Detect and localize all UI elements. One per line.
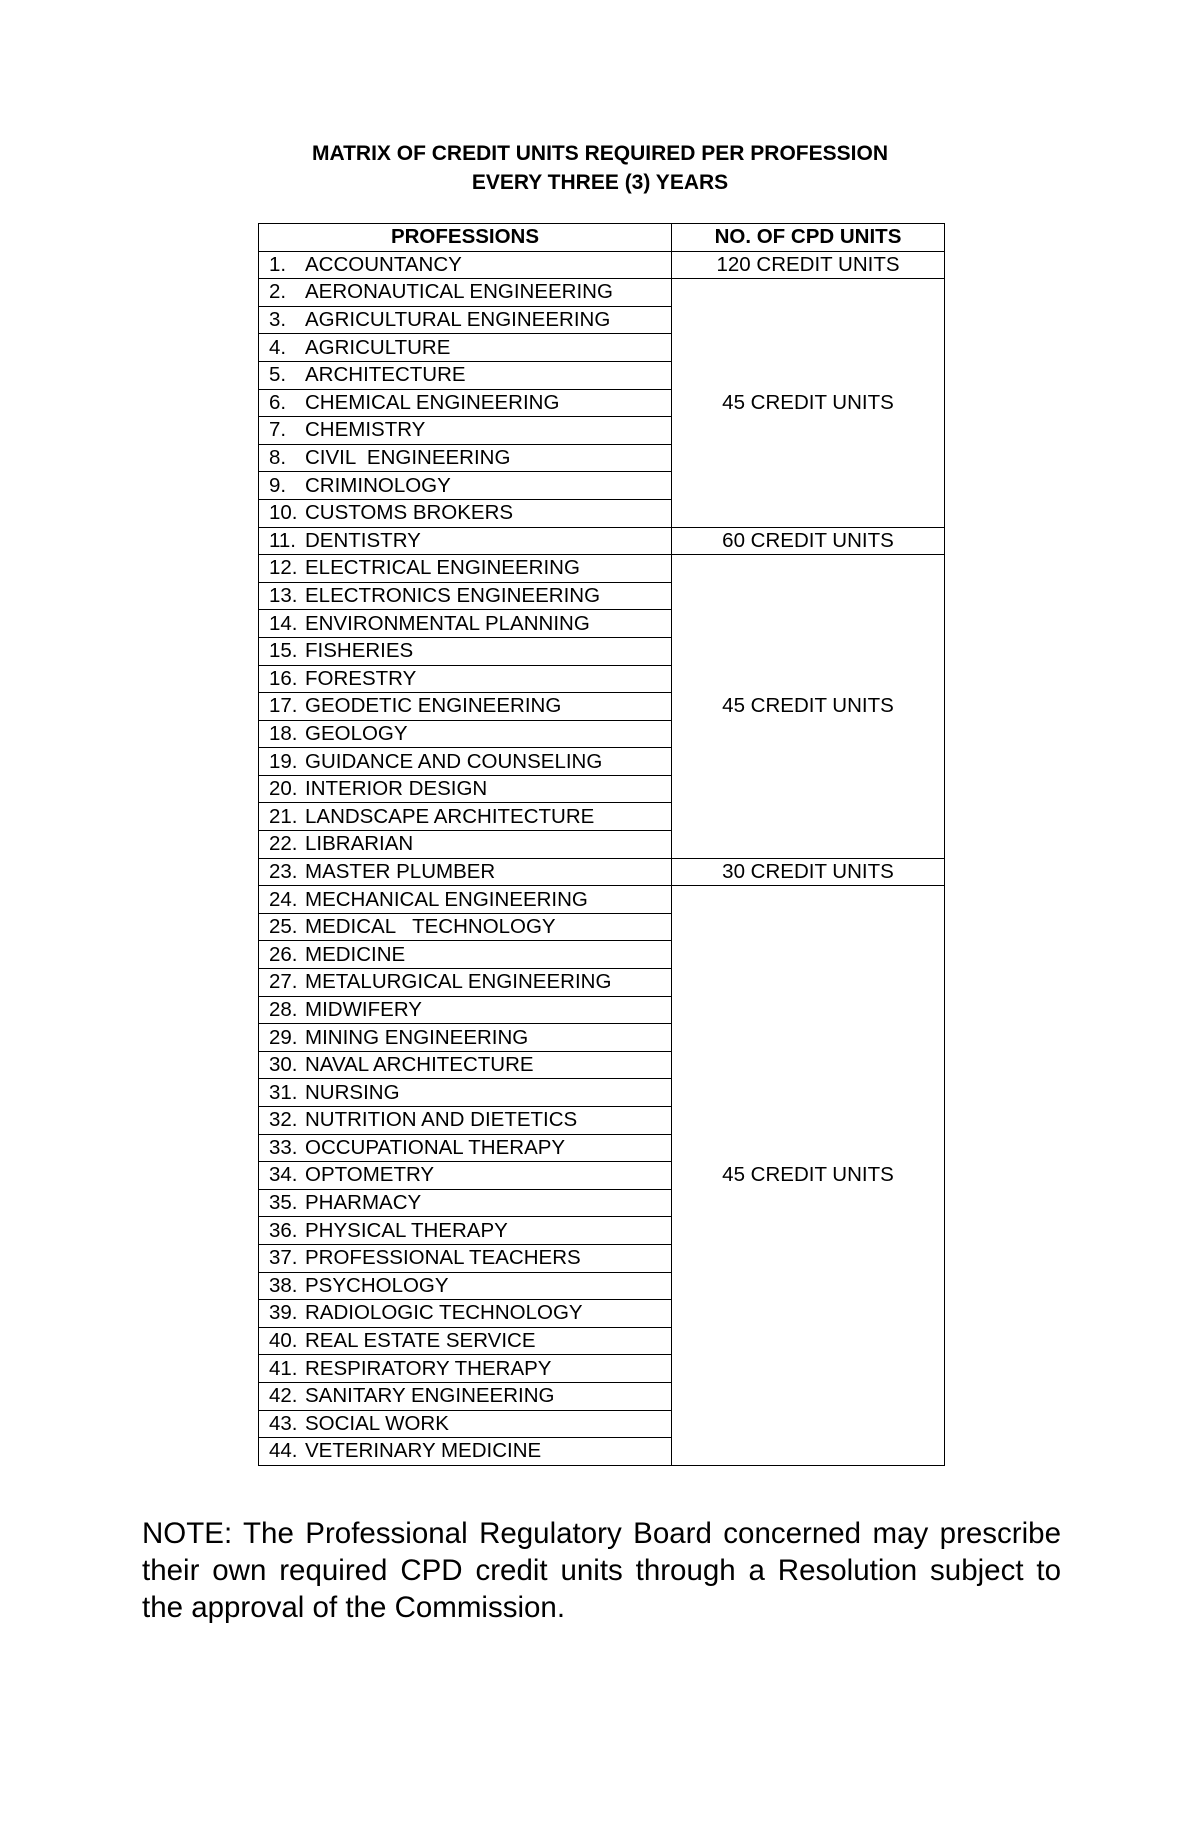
profession-name: LANDSCAPE ARCHITECTURE — [305, 804, 595, 828]
profession-cell — [259, 499, 672, 527]
row-number: 29. — [269, 1025, 298, 1049]
profession-name: MIDWIFERY — [305, 997, 422, 1021]
row-number: 18. — [269, 721, 298, 745]
profession-name: DENTISTRY — [305, 528, 421, 552]
row-number: 14. — [269, 611, 298, 635]
profession-cell — [259, 665, 672, 693]
profession-name: PROFESSIONAL TEACHERS — [305, 1246, 581, 1270]
row-number: 32. — [269, 1108, 298, 1132]
profession-name: GUIDANCE AND COUNSELING — [305, 749, 603, 773]
profession-name: NURSING — [305, 1080, 400, 1104]
profession-cell — [259, 306, 672, 334]
profession-cell — [259, 417, 672, 445]
profession-name: MASTER PLUMBER — [305, 859, 496, 883]
profession-name: OCCUPATIONAL THERAPY — [305, 1135, 566, 1159]
profession-cell — [259, 279, 672, 307]
profession-cell — [259, 748, 672, 776]
row-number: 10. — [269, 501, 298, 525]
note-text: NOTE: The Professional Regulatory Board concerned may prescribe their own required CPD credit units through a Resolution subject to the approval of the Commission. — [142, 1517, 1061, 1624]
document-subtitle: EVERY THREE (3) YEARS — [471, 171, 729, 194]
profession-name: AGRICULTURAL ENGINEERING — [305, 308, 611, 332]
table-row — [259, 858, 945, 886]
row-number: 39. — [269, 1301, 298, 1325]
profession-cell — [259, 1272, 672, 1300]
profession-cell — [259, 969, 672, 997]
profession-cell — [259, 1217, 672, 1245]
row-number: 22. — [269, 832, 298, 856]
row-number: 27. — [269, 970, 298, 994]
row-number: 34. — [269, 1163, 298, 1187]
profession-cell — [259, 1024, 672, 1052]
profession-cell — [259, 527, 672, 555]
row-number: 31. — [269, 1080, 298, 1104]
profession-cell — [259, 1355, 672, 1383]
profession-name: VETERINARY MEDICINE — [305, 1439, 542, 1463]
profession-name: MEDICINE — [305, 942, 406, 966]
row-number: 7. — [269, 418, 287, 442]
row-number: 44. — [269, 1439, 298, 1463]
table-row — [259, 555, 945, 583]
profession-cell — [259, 1079, 672, 1107]
profession-name: FORESTRY — [305, 666, 417, 690]
profession-cell — [259, 251, 672, 279]
profession-cell — [259, 775, 672, 803]
profession-name: OPTOMETRY — [305, 1163, 435, 1187]
profession-cell — [259, 720, 672, 748]
profession-cell — [259, 1410, 672, 1438]
profession-cell — [259, 1438, 672, 1466]
cpd-units-cell: 45 CREDIT UNITS — [672, 279, 945, 527]
row-number: 28. — [269, 997, 298, 1021]
profession-cell — [259, 610, 672, 638]
header-cpd-units: NO. OF CPD UNITS — [672, 224, 945, 252]
row-number: 16. — [269, 666, 298, 690]
profession-name: PHYSICAL THERAPY — [305, 1218, 508, 1242]
row-number: 13. — [269, 584, 298, 608]
profession-name: NUTRITION AND DIETETICS — [305, 1108, 578, 1132]
row-number: 42. — [269, 1384, 298, 1408]
table-row — [259, 886, 945, 914]
row-number: 17. — [269, 694, 298, 718]
profession-cell — [259, 1244, 672, 1272]
profession-name: MEDICAL TECHNOLOGY — [305, 915, 556, 939]
profession-cell — [259, 582, 672, 610]
profession-name: GEOLOGY — [305, 721, 408, 745]
profession-name: RESPIRATORY THERAPY — [305, 1356, 552, 1380]
profession-cell — [259, 941, 672, 969]
profession-cell — [259, 361, 672, 389]
profession-cell — [259, 886, 672, 914]
profession-cell — [259, 334, 672, 362]
profession-name: PSYCHOLOGY — [305, 1273, 449, 1297]
document-title: MATRIX OF CREDIT UNITS REQUIRED PER PROFESSION — [312, 142, 888, 165]
profession-name: LIBRARIAN — [305, 832, 414, 856]
row-number: 41. — [269, 1356, 298, 1380]
profession-name: ELECTRONICS ENGINEERING — [305, 584, 601, 608]
profession-cell — [259, 693, 672, 721]
profession-cell — [259, 389, 672, 417]
cpd-units-cell: 60 CREDIT UNITS — [672, 527, 945, 555]
profession-name: AGRICULTURE — [305, 335, 451, 359]
profession-name: NAVAL ARCHITECTURE — [305, 1053, 534, 1077]
cpd-units-cell: 45 CREDIT UNITS — [672, 886, 945, 1465]
cpd-units-cell: 45 CREDIT UNITS — [672, 555, 945, 859]
profession-name: RADIOLOGIC TECHNOLOGY — [305, 1301, 583, 1325]
profession-name: ACCOUNTANCY — [305, 252, 462, 276]
row-number: 15. — [269, 639, 298, 663]
profession-cell — [259, 831, 672, 859]
table-row — [259, 279, 945, 307]
profession-cell — [259, 1300, 672, 1328]
profession-name: FISHERIES — [305, 639, 414, 663]
profession-name: ELECTRICAL ENGINEERING — [305, 556, 580, 580]
profession-name: CHEMICAL ENGINEERING — [305, 390, 560, 414]
row-number: 20. — [269, 777, 298, 801]
row-number: 5. — [269, 363, 287, 387]
row-number: 12. — [269, 556, 298, 580]
table-header-row — [259, 224, 945, 252]
row-number: 24. — [269, 887, 298, 911]
table-row — [259, 527, 945, 555]
profession-cell — [259, 1051, 672, 1079]
profession-cell — [259, 444, 672, 472]
profession-name: SANITARY ENGINEERING — [305, 1384, 555, 1408]
profession-name: INTERIOR DESIGN — [305, 777, 488, 801]
profession-cell — [259, 472, 672, 500]
profession-cell — [259, 1107, 672, 1135]
profession-name: PHARMACY — [305, 1191, 422, 1215]
row-number: 8. — [269, 446, 287, 470]
row-number: 26. — [269, 942, 298, 966]
row-number: 33. — [269, 1135, 298, 1159]
row-number: 11. — [269, 528, 296, 552]
row-number: 1. — [269, 252, 287, 276]
row-number: 23. — [269, 859, 298, 883]
profession-cell — [259, 1162, 672, 1190]
profession-cell — [259, 1382, 672, 1410]
row-number: 19. — [269, 749, 298, 773]
profession-cell — [259, 1189, 672, 1217]
profession-cell — [259, 996, 672, 1024]
profession-cell — [259, 1134, 672, 1162]
row-number: 37. — [269, 1246, 298, 1270]
profession-cell — [259, 555, 672, 583]
profession-cell — [259, 913, 672, 941]
row-number: 40. — [269, 1329, 298, 1353]
row-number: 25. — [269, 915, 298, 939]
profession-name: SOCIAL WORK — [305, 1411, 449, 1435]
profession-name: METALURGICAL ENGINEERING — [305, 970, 612, 994]
profession-name: CHEMISTRY — [305, 418, 426, 442]
credit-units-table — [258, 223, 945, 1466]
profession-name: GEODETIC ENGINEERING — [305, 694, 562, 718]
row-number: 4. — [269, 335, 287, 359]
profession-name: CIVIL ENGINEERING — [305, 446, 511, 470]
row-number: 21. — [269, 804, 298, 828]
row-number: 38. — [269, 1273, 298, 1297]
row-number: 43. — [269, 1411, 298, 1435]
profession-name: ARCHITECTURE — [305, 363, 466, 387]
profession-cell — [259, 1327, 672, 1355]
profession-name: REAL ESTATE SERVICE — [305, 1329, 536, 1353]
row-number: 9. — [269, 473, 287, 497]
row-number: 35. — [269, 1191, 298, 1215]
table-row — [259, 251, 945, 279]
profession-cell — [259, 637, 672, 665]
header-professions: PROFESSIONS — [259, 224, 672, 252]
row-number: 6. — [269, 390, 287, 414]
profession-name: CUSTOMS BROKERS — [305, 501, 514, 525]
profession-cell — [259, 858, 672, 886]
profession-name: ENVIRONMENTAL PLANNING — [305, 611, 590, 635]
profession-name: AERONAUTICAL ENGINEERING — [305, 280, 613, 304]
row-number: 3. — [269, 308, 287, 332]
profession-name: CRIMINOLOGY — [305, 473, 451, 497]
profession-cell — [259, 803, 672, 831]
profession-name: MINING ENGINEERING — [305, 1025, 529, 1049]
row-number: 2. — [269, 280, 287, 304]
row-number: 30. — [269, 1053, 298, 1077]
profession-name: MECHANICAL ENGINEERING — [305, 887, 588, 911]
cpd-units-cell: 30 CREDIT UNITS — [672, 858, 945, 886]
cpd-units-cell: 120 CREDIT UNITS — [672, 251, 945, 279]
row-number: 36. — [269, 1218, 298, 1242]
